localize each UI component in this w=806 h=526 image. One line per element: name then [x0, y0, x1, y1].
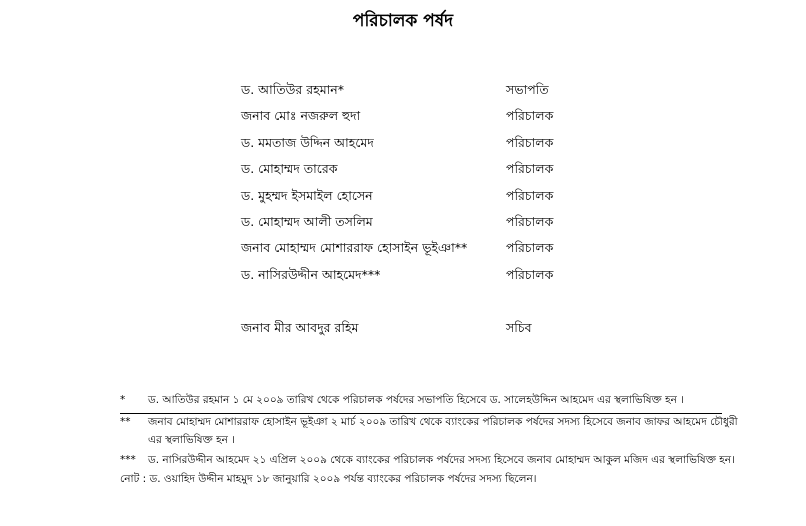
footnote-text: ড. আতিউর রহমান ১ মে ২০০৯ তারিখ থেকে পরিচালক পর্ষদের সভাপতি হিসেবে ড. সালেহউদ্দিন আহমেদ এর স্থলাভিষিক্ত হন ।: [148, 394, 684, 406]
member-name: ড. নাসিরউদ্দীন আহমেদ***: [241, 267, 381, 282]
member-name: জনাব মোহাম্মদ মোশাররাফ হোসাইন ভূইঞা**: [241, 240, 468, 255]
member-role: পরিচালক: [506, 214, 554, 229]
footnote-mark: ***: [120, 454, 136, 466]
member-role: পরিচালক: [506, 188, 554, 203]
member-row: [241, 133, 641, 153]
member-row: [241, 80, 641, 100]
member-name: ড. মোহাম্মদ তারেক: [241, 161, 338, 176]
member-name: ড. মমতাজ উদ্দিন আহমেদ: [241, 135, 374, 150]
member-row: [241, 106, 641, 126]
member-row: [241, 159, 641, 179]
member-role: পরিচালক: [506, 267, 554, 282]
member-role: সভাপতি: [506, 82, 549, 97]
member-name: ড. মোহাম্মদ আলী তসলিম: [241, 214, 373, 229]
footnote-mark: *: [120, 394, 126, 406]
member-row: [241, 265, 641, 285]
footnote-divider: [120, 413, 722, 414]
member-name: জনাব মোঃ নজরুল হুদা: [241, 108, 361, 123]
footnote-text: জনাব মোহাম্মদ মোশাররাফ হোসাইন ভূইঞা ২ মার্চ ২০০৯ তারিখ থেকে ব্যাংকের পরিচালক পর্ষদের সদস্য হিসেবে জনাব জাফর আহমেদ চৌধুরী: [148, 416, 738, 428]
secretary-name: জনাব মীর আবদুর রহিম: [241, 320, 359, 335]
member-name: ড. মুহম্মদ ইসমাইল হোসেন: [241, 188, 373, 203]
footnote-mark: **: [120, 416, 131, 428]
footnote-text: ড. নাসিরউদ্দীন আহমেদ ২১ এপ্রিল ২০০৯ থেকে ব্যাংকের পরিচালক পর্ষদের সদস্য হিসেবে জনাব মোহাম্মদ আকুল মজিদ এর স্থলাভিষিক্ত হন।: [148, 454, 735, 466]
member-role: পরিচালক: [506, 108, 554, 123]
note-text: নোট : ড. ওয়াহিদ উদ্দীন মাহমুদ ১৮ জানুয়ারি ২০০৯ পর্যন্ত ব্যাংকের পরিচালক পর্ষদের সদস্য ছিলেন।: [120, 473, 537, 485]
page-title: পরিচালক পর্ষদ: [352, 11, 454, 31]
member-name: ড. আতিউর রহমান*: [241, 82, 344, 97]
footnote-note: [120, 472, 730, 487]
member-row: [241, 212, 641, 232]
member-row: [241, 238, 641, 258]
footnote-text-continued: এর স্থলাভিষিক্ত হন ।: [148, 434, 235, 446]
member-role: পরিচালক: [506, 161, 554, 176]
secretary-role: সচিব: [506, 320, 532, 335]
member-role: পরিচালক: [506, 135, 554, 150]
member-row: [241, 186, 641, 206]
member-role: পরিচালক: [506, 240, 554, 255]
secretary-row: [241, 318, 641, 338]
